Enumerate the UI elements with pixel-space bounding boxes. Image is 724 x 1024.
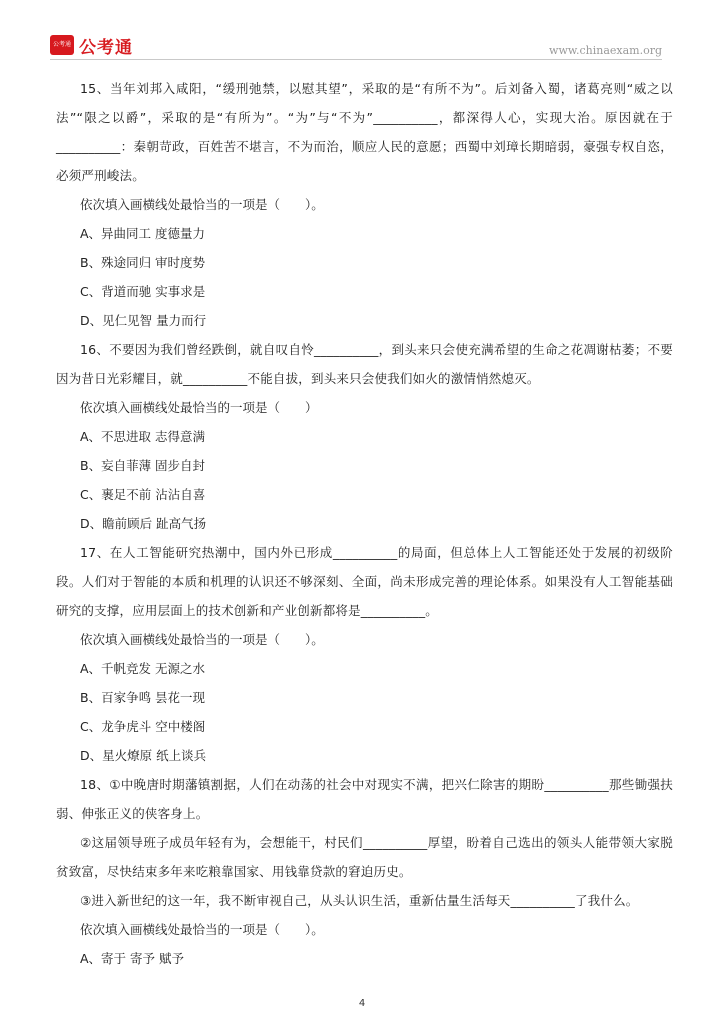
question-18 [56, 770, 673, 973]
option-b: B、百家争鸣 昙花一现 [80, 690, 206, 705]
option-c: C、裹足不前 沾沾自喜 [80, 487, 206, 502]
question-prompt: 依次填入画横线处最恰当的一项是（ ）。 [80, 197, 324, 212]
question-text: 17、在人工智能研究热潮中，国内外已形成__________的局面，但总体上人工智能还处于发展的初级阶段。人们对于智能的本质和机理的认识还不够深刻、全面，尚未形成完善的理论体系。如果没有人工智能基础研究的支撑，应用层面上的技术创新和产业创新都将是__________。 [56, 545, 673, 618]
option-a: A、不思进取 志得意满 [80, 429, 206, 444]
option-c: C、龙争虎斗 空中楼阁 [80, 719, 206, 734]
question-17 [56, 538, 673, 770]
option-d: D、星火燎原 纸上谈兵 [80, 748, 207, 763]
option-b: B、妄自菲薄 固步自封 [80, 458, 206, 473]
question-prompt: 依次填入画横线处最恰当的一项是（ ）。 [80, 632, 324, 647]
site-url[interactable]: www.chinaexam.org [549, 44, 662, 57]
question-text-1: 18、①中晚唐时期藩镇割据，人们在动荡的社会中对现实不满，把兴仁除害的期盼__________那些锄强扶弱、伸张正义的侠客身上。 [56, 777, 673, 821]
logo-text: 公考通 [79, 37, 133, 58]
question-text-2: ②这届领导班子成员年轻有为，会想能干，村民们__________厚望，盼着自己选出的领头人能带领大家脱贫致富，尽快结束多年来吃粮靠国家、用钱靠贷款的窘迫历史。 [56, 835, 673, 879]
logo-mark-icon: 公考通 [50, 35, 74, 55]
option-a: A、异曲同工 度德量力 [80, 226, 206, 241]
question-text-3: ③进入新世纪的这一年，我不断审视自己，从头认识生活，重新估量生活每天__________了我什么。 [80, 893, 639, 908]
logo[interactable] [50, 33, 133, 57]
question-prompt: 依次填入画横线处最恰当的一项是（ ）。 [80, 922, 324, 937]
question-prompt: 依次填入画横线处最恰当的一项是（ ） [80, 400, 318, 415]
header-divider [50, 59, 662, 60]
question-text: 16、不要因为我们曾经跌倒，就自叹自怜__________，到头来只会使充满希望的生命之花凋谢枯萎；不要因为昔日光彩耀目，就__________不能自拔，到头来只会使我们如火的激情悄然熄灭。 [56, 342, 673, 386]
question-text: 15、当年刘邦入咸阳，“缓刑弛禁，以慰其望”，采取的是“有所不为”。后刘备入蜀，诸葛亮则“威之以法”“限之以爵”，采取的是“有所为”。“为”与“不为”__________，都深得人心，实现大治。原因就在于__________：秦朝苛政，百姓苦不堪言，不为而治，顺应人民的意愿；西蜀中刘璋长期暗弱，豪强专权自恣，必须严刑峻法。 [56, 81, 673, 183]
page-header [0, 0, 724, 62]
question-16 [56, 335, 673, 538]
document-body [56, 74, 673, 973]
option-d: D、瞻前顾后 趾高气扬 [80, 516, 207, 531]
question-15 [56, 74, 673, 335]
page-number: 4 [358, 998, 366, 1009]
option-b: B、殊途同归 审时度势 [80, 255, 206, 270]
option-c: C、背道而驰 实事求是 [80, 284, 206, 299]
option-a: A、千帆竞发 无源之水 [80, 661, 206, 676]
option-d: D、见仁见智 量力而行 [80, 313, 207, 328]
option-a: A、寄于 寄予 赋予 [80, 951, 184, 966]
